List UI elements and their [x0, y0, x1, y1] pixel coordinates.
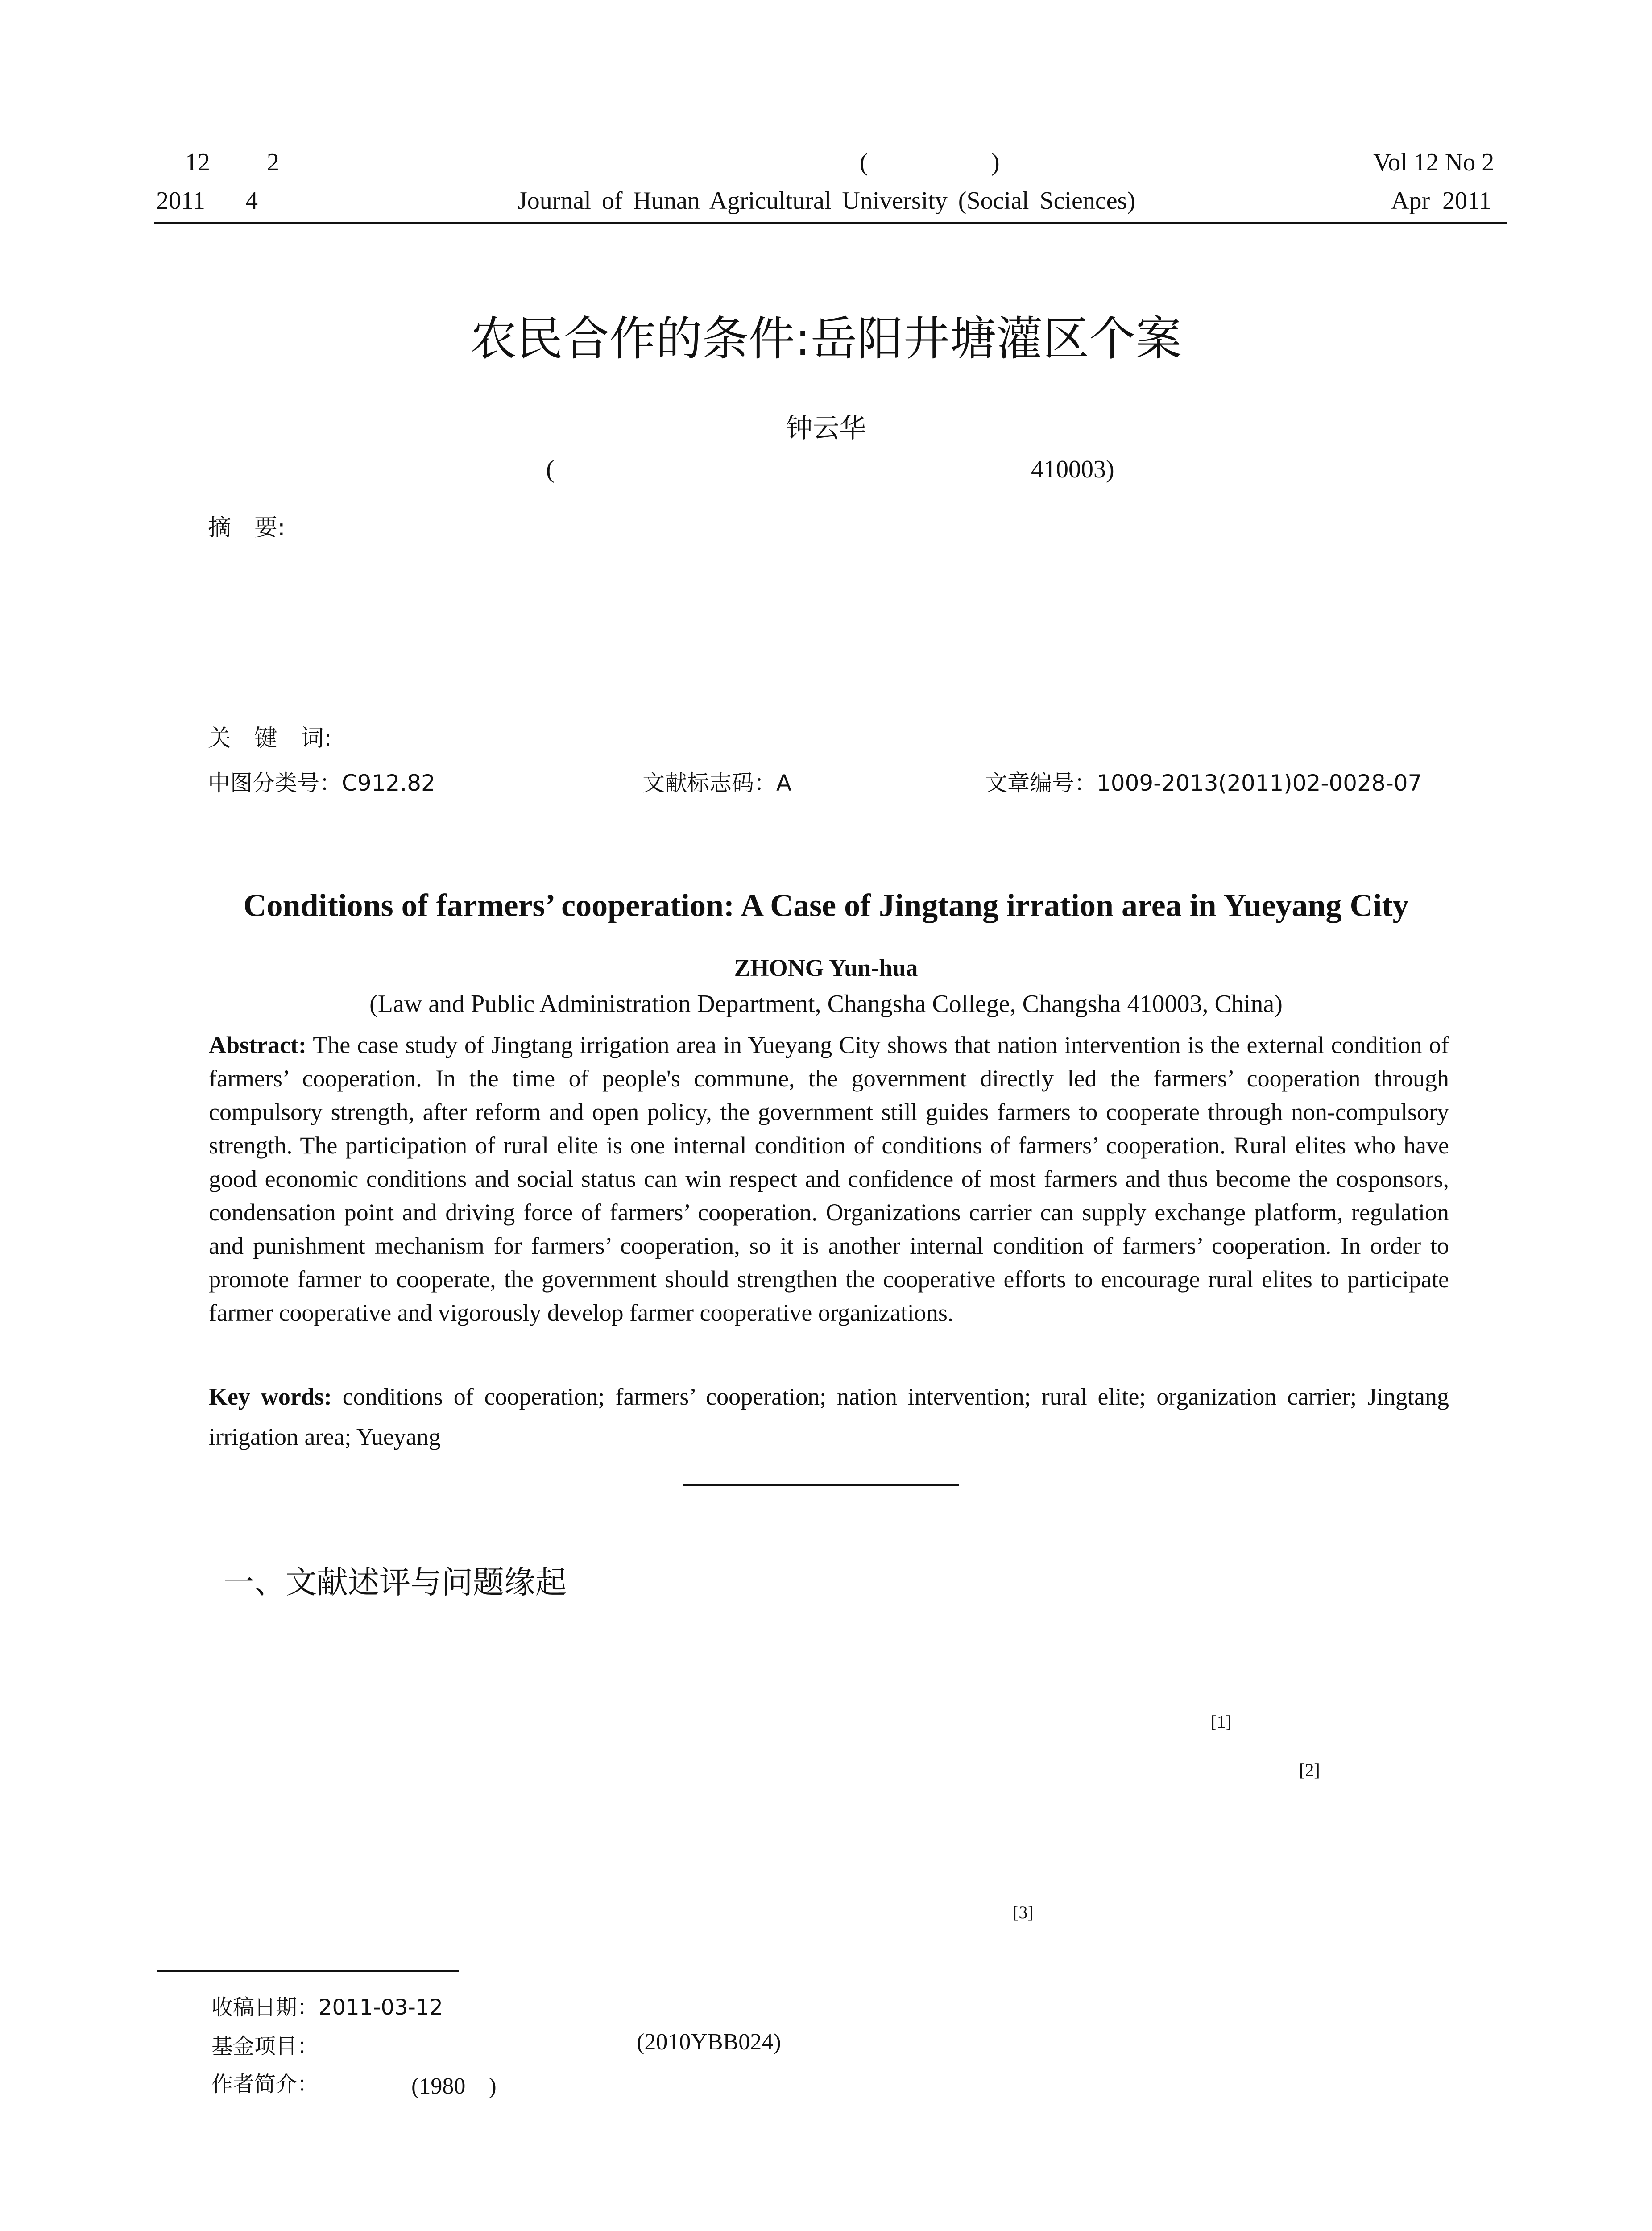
header-paren-close: ) [991, 149, 1000, 176]
abstract-en [209, 1028, 1449, 1330]
keywords-en [209, 1377, 1449, 1457]
header-volume-en: Vol 12 No 2 [1373, 149, 1495, 176]
keywords-cn-label: 关 键 词: [208, 725, 332, 752]
header-issue-cn: 2 [267, 149, 279, 176]
keywords-en-label: Key words: [209, 1383, 332, 1410]
abstract-cn-label: 摘 要: [208, 514, 286, 541]
citation-2: [2] [1299, 1760, 1320, 1780]
title-cn: 农民合作的条件:岳阳井塘灌区个案 [470, 311, 1182, 366]
footnote-fund-code: (2010YBB024) [637, 2029, 781, 2055]
section-heading: 一、文献述评与问题缘起 [223, 1564, 567, 1601]
abstract-en-label: Abstract: [209, 1032, 306, 1058]
header-rule [154, 222, 1507, 224]
abstract-en-text: The case study of Jingtang irrigation area in Yueyang City shows that nation intervention is the external condition of farmers’ cooperation. In the time of people's commune, the government directly led the farmers’ cooperation through compulsory strength, after reform and open policy, the government still guides farmers to cooperate through non-compulsory strength. The participation of rural elite is one internal condition of conditions of farmers’ cooperation. Rural elites who have good economic conditions and social status can win respect and confidence of most farmers and thus become the cosponsors, condensation point and driving force of farmers’ cooperation. Organizations carrier can supply exchange platform, regulation and punishment mechanism for farmers’ cooperation, so it is another internal condition of farmers’ cooperation. In order to promote farmer to cooperate, the government should strengthen the cooperative efforts to encourage rural elites to participate farmer cooperative and vigorously develop farmer cooperative organizations. [209, 1032, 1449, 1326]
footnote-received: 收稿日期：2011-03-12 [211, 1995, 443, 2020]
article-number: 文章编号：1009-2013(2011)02-0028-07 [985, 770, 1422, 796]
document-code: 文献标志码：A [642, 770, 792, 796]
title-en: Conditions of farmers’ cooperation: A Case of Jingtang irration area in Yueyang City [243, 887, 1409, 923]
footnote-rule [157, 1970, 459, 1972]
header-year-cn: 2011 [156, 187, 205, 215]
citation-3: [3] [1013, 1902, 1034, 1922]
affiliation-cn-open: ( [546, 456, 555, 483]
classification-clc: 中图分类号：C912.82 [208, 770, 435, 796]
affiliation-en: (Law and Public Administration Department, Changsha College, Changsha 410003, China) [369, 990, 1283, 1018]
affiliation-cn-close: 410003) [1031, 456, 1114, 483]
author-cn: 钟云华 [786, 413, 866, 444]
author-en: ZHONG Yun-hua [734, 954, 918, 981]
header-journal-en: Journal of Hunan Agricultural University (Social Sciences) [518, 187, 1135, 215]
footnote-fund-label: 基金项目： [211, 2034, 319, 2059]
header-paren-open: ( [860, 149, 868, 176]
header-month-cn: 4 [245, 187, 258, 215]
footnote-author-label: 作者简介： [211, 2072, 319, 2097]
footnote-author-year: (1980 ) [411, 2073, 497, 2099]
header-date-en: Apr 2011 [1391, 187, 1492, 215]
abstract-divider [683, 1484, 959, 1486]
citation-1: [1] [1211, 1712, 1232, 1732]
header-volume-cn: 12 [185, 149, 210, 176]
keywords-en-text: conditions of cooperation; farmers’ cooperation; nation intervention; rural elite; organization carrier; Jingtang irrigation area; Yueyang [209, 1383, 1449, 1450]
